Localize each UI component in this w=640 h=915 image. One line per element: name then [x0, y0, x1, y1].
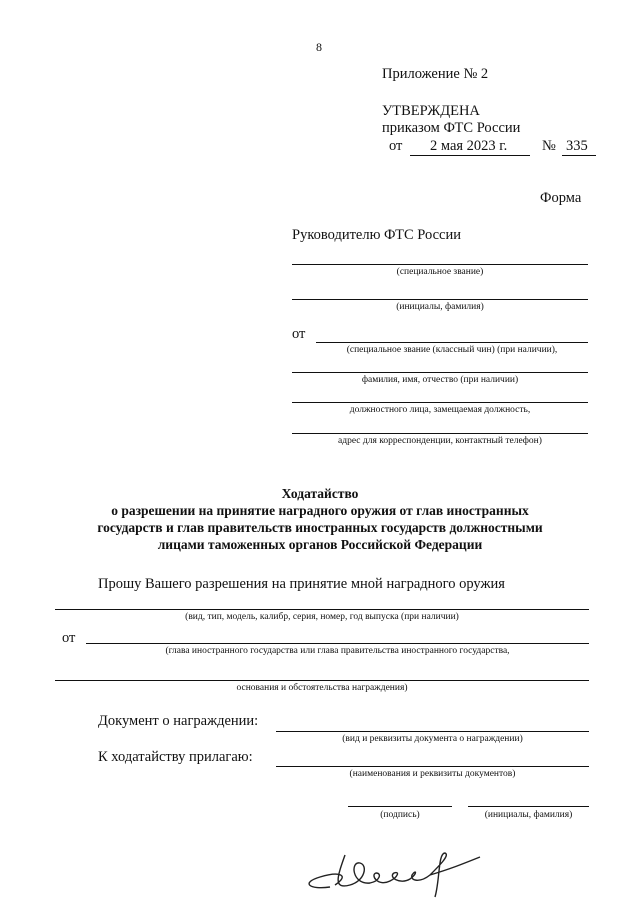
hint-rank: (специальное звание) — [396, 267, 484, 277]
approved-label: УТВЕРЖДЕНА — [382, 103, 480, 119]
body-from-label: от — [62, 630, 76, 646]
request-text: Прошу Вашего разрешения на принятие мной наградного оружия — [98, 576, 505, 592]
order-number: 335 — [566, 138, 588, 154]
form-label: Форма — [540, 190, 582, 206]
hint-attach: (наименования и реквизиты документов) — [349, 769, 516, 779]
page-number: 8 — [316, 40, 322, 54]
document-subtitle-2: государств и глав правительств иностранных государств должностными — [97, 520, 543, 535]
hint-fio: фамилия, имя, отчество (при наличии) — [361, 375, 519, 385]
hint-sign-initials: (инициалы, фамилия) — [484, 810, 573, 820]
attach-label: К ходатайству прилагаю: — [98, 749, 253, 765]
document-subtitle-1: о разрешении на принятие наградного оружия от глав иностранных — [111, 503, 529, 518]
document-subtitle-3: лицами таможенных органов Российской Федерации — [157, 537, 483, 552]
addressee-from-label: от — [292, 326, 306, 342]
order-label: приказом ФТС России — [382, 120, 521, 136]
hint-initials: (инициалы, фамилия) — [396, 302, 484, 312]
document-title: Ходатайство — [281, 486, 359, 501]
order-from-label: от — [389, 138, 403, 154]
hint-head: (глава иностранного государства или глава правительства иностранного государства, — [165, 646, 510, 656]
award-document-label: Документ о награждении: — [98, 713, 259, 729]
order-number-label: № — [542, 138, 556, 154]
hint-weapon: (вид, тип, модель, калибр, серия, номер, год выпуска (при наличии) — [185, 612, 459, 622]
hint-from-rank: (специальное звание (классный чин) (при наличии), — [346, 345, 558, 355]
hint-doc: (вид и реквизиты документа о награждении) — [342, 734, 523, 744]
addressee-to: Руководителю ФТС России — [292, 227, 462, 243]
order-date: 2 мая 2023 г. — [430, 138, 508, 154]
appendix-label: Приложение № 2 — [382, 66, 489, 82]
hint-grounds: основания и обстоятельства награждения) — [236, 683, 408, 693]
handwritten-signature — [290, 835, 510, 905]
hint-position: должностного лица, замещаемая должность, — [349, 405, 531, 415]
hint-address: адрес для корреспонденции, контактный телефон) — [338, 436, 542, 446]
hint-signature: (подпись) — [380, 810, 420, 820]
